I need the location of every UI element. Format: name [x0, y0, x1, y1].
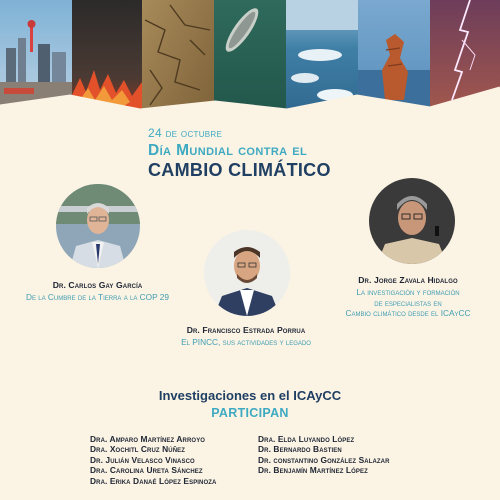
speaker-photo-zavala [369, 178, 455, 264]
participant-name: Dra. Elda Luyando López [258, 434, 355, 444]
participant-name: Dra. Xochitl Cruz Núñez [90, 444, 185, 455]
event-date: 24 de octubre [148, 126, 223, 140]
speaker-topic: El PINCC, sus actividades y legado [181, 337, 311, 347]
speaker-name: Dr. Francisco Estrada Porrua [186, 325, 306, 335]
participant-name: Dr. constantino González Salazar [258, 454, 390, 465]
speaker-topic: De la Cumbre de la Tierra a la COP 29 [25, 292, 170, 302]
speaker-photo-gay [56, 184, 140, 268]
speaker-name: Dr. Carlos Gay García [52, 280, 143, 290]
participant-name: Dra. Amparo Martínez Arroyo [90, 434, 206, 444]
research-subheading: PARTICIPAN [211, 406, 289, 420]
dry-cracked-earth-photo [142, 0, 214, 140]
event-title-line2: CAMBIO CLIMÁTICO [148, 160, 331, 180]
speaker-card-gay [0, 280, 195, 303]
melting-ice-photo [286, 0, 358, 140]
event-title-line1: Día Mundial contra el [148, 142, 308, 159]
participant-name: Dra. Carolina Ureta Sánchez [90, 465, 203, 476]
lightning-storm-photo [430, 0, 500, 140]
participants-left-list [90, 434, 216, 486]
wildfire-photo [72, 0, 142, 140]
rock-formation-photo [358, 0, 430, 140]
speaker-topic-line: Cambio climático desde el ICAyCC [345, 308, 471, 318]
speaker-card-estrada [148, 325, 344, 348]
city-skyline-photo [0, 0, 72, 140]
participant-name: Dra. Erika Danaé López Espinoza [90, 475, 217, 486]
participant-name: Dr. Benjamín Martínez López [258, 465, 368, 476]
participant-name: Dr. Julián Velasco Vinasco [90, 454, 195, 465]
participant-name: Dr. Bernardo Bastien [258, 444, 342, 455]
speaker-topic-line: La investigación y formación [356, 287, 460, 297]
speaker-name: Dr. Jorge Zavala Hidalgo [358, 275, 458, 285]
research-heading: Investigaciones en el ICAyCC [158, 388, 342, 403]
speaker-photo-estrada [204, 230, 290, 316]
whale-aerial-photo [214, 0, 286, 140]
participants-right-list [258, 434, 390, 476]
speaker-card-zavala [318, 275, 498, 319]
speaker-topic-line: de especialistas en [374, 297, 442, 308]
banner-photo-strip [0, 0, 500, 140]
